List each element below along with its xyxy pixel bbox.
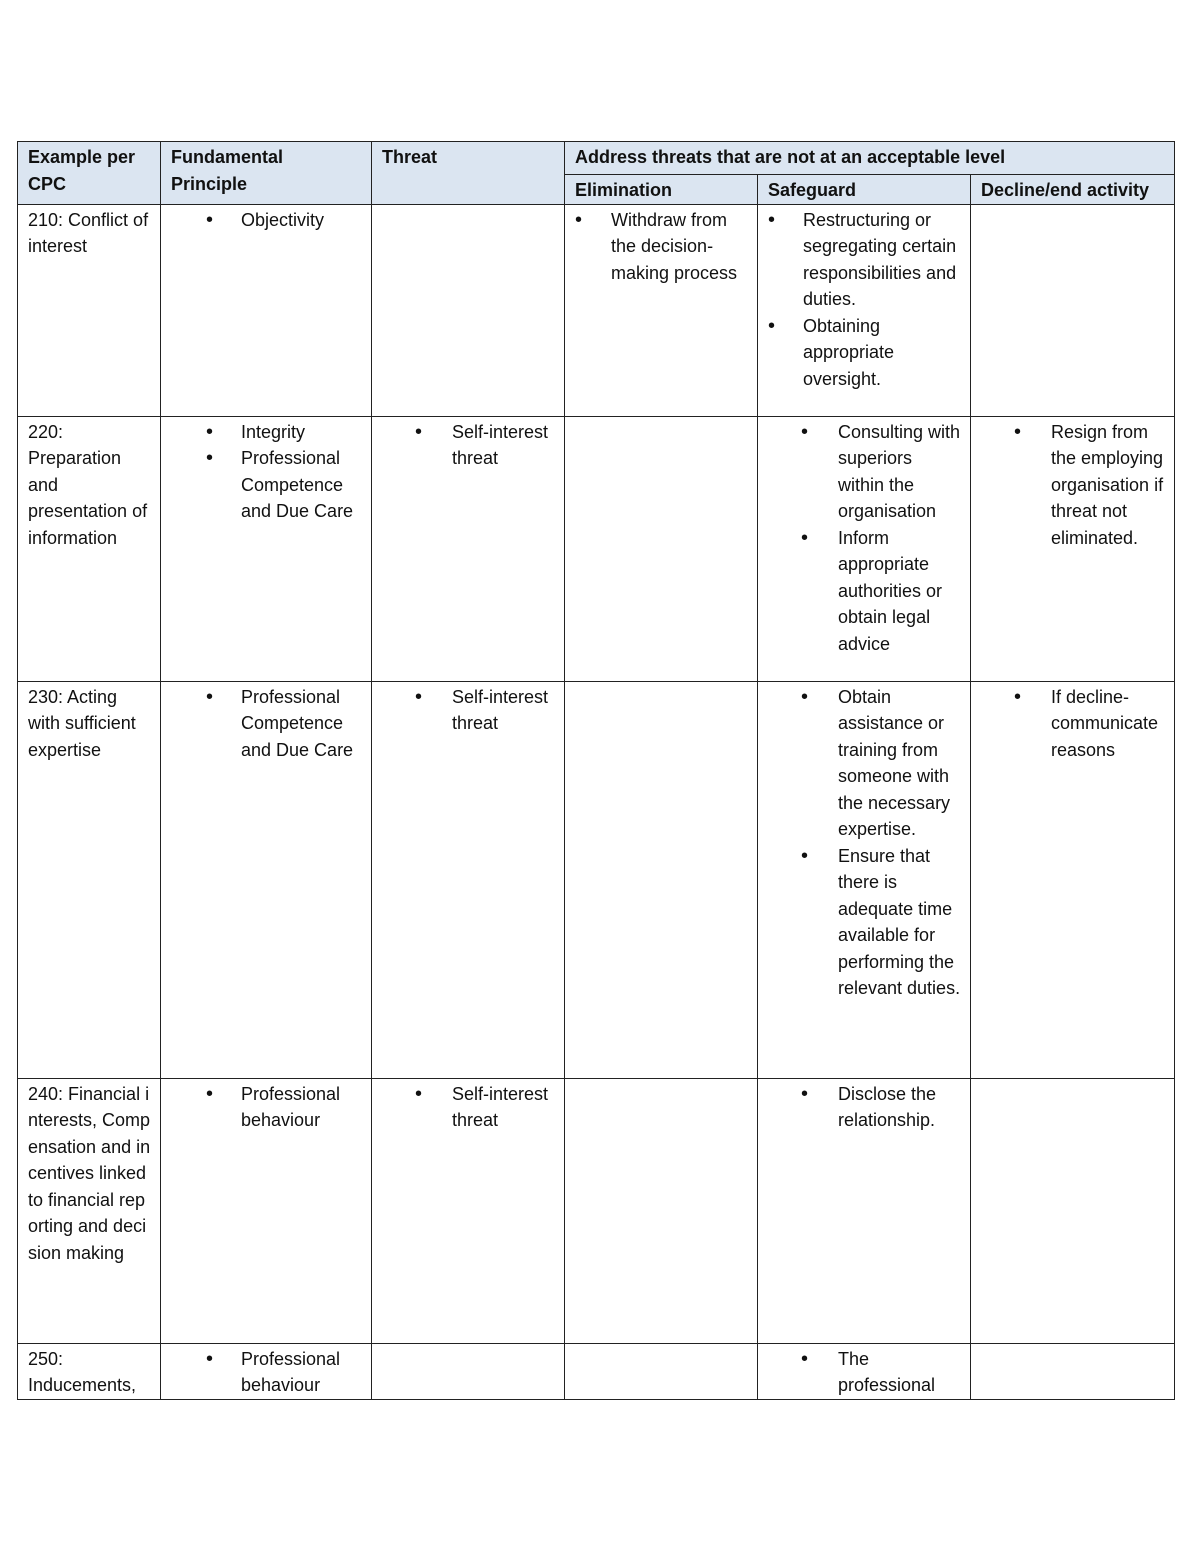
list-item: • Obtain assistance or training from someone with the necessary expertise. (768, 684, 962, 843)
table-row (18, 416, 1175, 681)
list-item: • Consulting with superiors within the organisation (768, 419, 962, 525)
safeguard-cell (758, 1343, 971, 1399)
document-page (17, 141, 1174, 1400)
list-item: • Disclose the relationship. (768, 1081, 962, 1134)
table-row (18, 204, 1175, 416)
header-threat: Threat (372, 142, 565, 205)
list-item: • Ensure that there is adequate time available for performing the relevant duties. (768, 843, 962, 1002)
table-row (18, 681, 1175, 1078)
principle-cell (161, 416, 372, 681)
header-fundamental-principle: Fundamental Principle (161, 142, 372, 205)
list-item: • Restructuring or segregating certain responsibilities and duties. (760, 207, 962, 313)
threat-cell (372, 204, 565, 416)
cpc-threats-table (17, 141, 1175, 1400)
example-cell: 250: Inducements, (18, 1343, 161, 1399)
list-item: • Withdraw from the decision-making process (567, 207, 749, 287)
table-row (18, 1078, 1175, 1343)
safeguard-cell (758, 416, 971, 681)
list-item: • If decline-communicate reasons (981, 684, 1166, 764)
list-item: • Objectivity (171, 207, 363, 234)
table-row (18, 1343, 1175, 1399)
threat-cell (372, 416, 565, 681)
decline-cell (971, 681, 1175, 1078)
header-elimination: Elimination (565, 175, 758, 205)
example-cell: 240: Financial interests, Compensation and incentives linked to financial reporting and decision making (18, 1078, 161, 1343)
decline-cell (971, 1078, 1175, 1343)
principle-cell (161, 681, 372, 1078)
principle-cell (161, 204, 372, 416)
list-item: • Professional Competence and Due Care (171, 684, 363, 764)
decline-cell (971, 1343, 1175, 1399)
decline-cell (971, 416, 1175, 681)
elimination-cell (565, 1343, 758, 1399)
list-item: • Professional Competence and Due Care (171, 445, 363, 525)
principle-cell (161, 1343, 372, 1399)
header-address-threats: Address threats that are not at an acceptable level (565, 142, 1175, 175)
principle-cell (161, 1078, 372, 1343)
elimination-cell (565, 416, 758, 681)
list-item: • The professional (768, 1346, 962, 1399)
list-item: • Inform appropriate authorities or obtain legal advice (768, 525, 962, 658)
header-decline-end-activity: Decline/end activity (971, 175, 1175, 205)
list-item: • Self-interest threat (382, 1081, 556, 1134)
list-item: • Professional behaviour (171, 1081, 363, 1134)
threat-cell (372, 1343, 565, 1399)
list-item: • Self-interest threat (382, 419, 556, 472)
safeguard-cell (758, 204, 971, 416)
example-cell: 210: Conflict of interest (18, 204, 161, 416)
list-item: • Integrity (171, 419, 363, 446)
header-safeguard: Safeguard (758, 175, 971, 205)
list-item: • Self-interest threat (382, 684, 556, 737)
list-item: • Professional behaviour (171, 1346, 363, 1399)
elimination-cell (565, 204, 758, 416)
header-example-per-cpc: Example per CPC (18, 142, 161, 205)
threat-cell (372, 681, 565, 1078)
safeguard-cell (758, 1078, 971, 1343)
list-item: • Resign from the employing organisation if threat not eliminated. (981, 419, 1166, 552)
elimination-cell (565, 681, 758, 1078)
safeguard-cell (758, 681, 971, 1078)
threat-cell (372, 1078, 565, 1343)
example-cell: 220: Preparation and presentation of information (18, 416, 161, 681)
list-item: • Obtaining appropriate oversight. (760, 313, 962, 393)
elimination-cell (565, 1078, 758, 1343)
example-cell: 230: Acting with sufficient expertise (18, 681, 161, 1078)
decline-cell (971, 204, 1175, 416)
